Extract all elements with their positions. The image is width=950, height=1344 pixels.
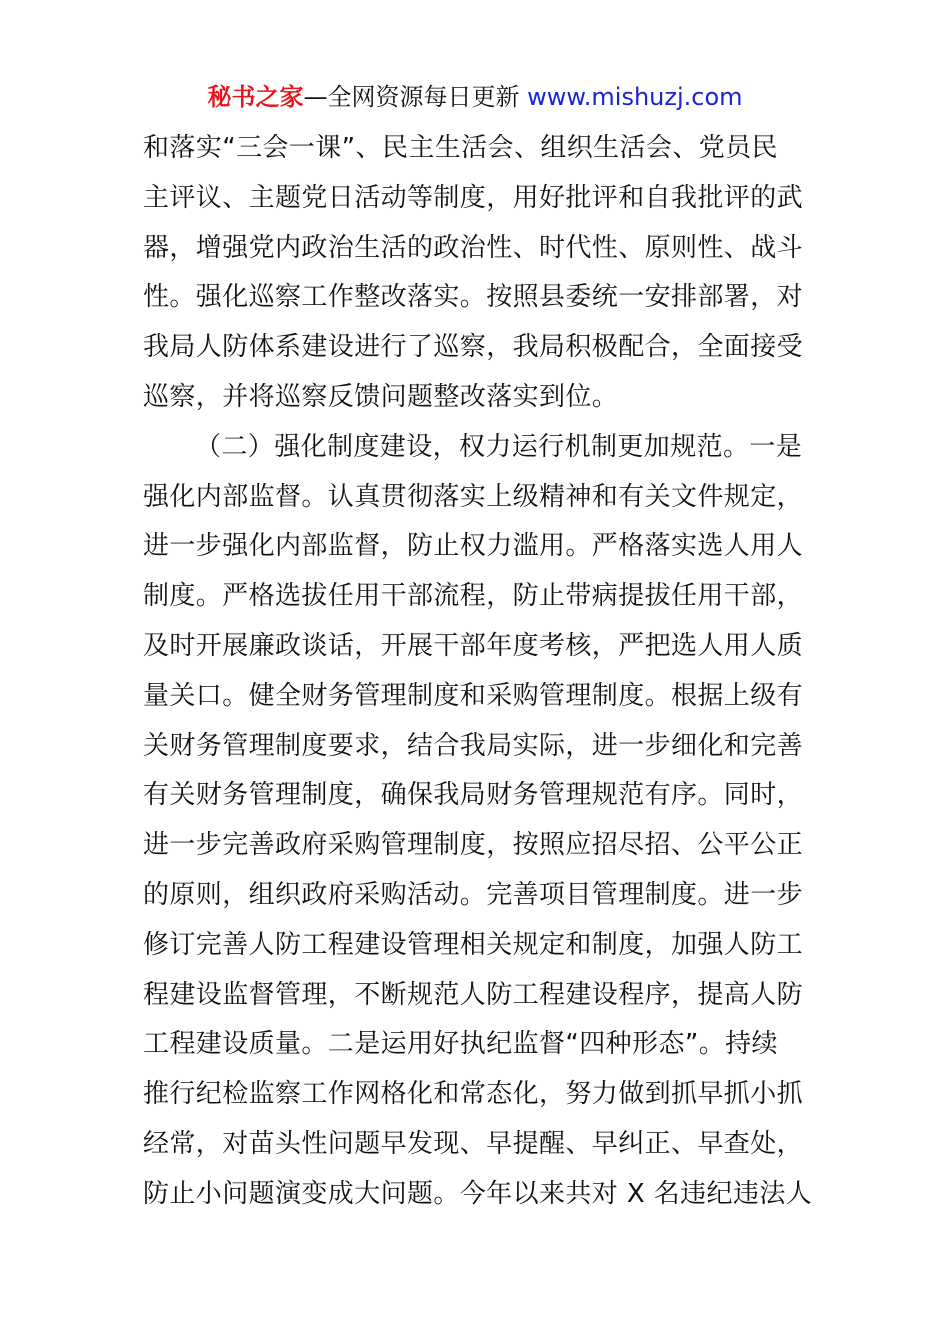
- brand-name: 秘书之家: [207, 83, 304, 111]
- paragraph-start-line: （二）强化制度建设，权力运行机制更加规范。一是: [195, 431, 803, 462]
- text-line: 进一步强化内部监督，防止权力滥用。严格落实选人用人: [143, 531, 804, 562]
- text-line: 关财务管理制度要求，结合我局实际，进一步细化和完善: [143, 730, 804, 761]
- text-line: 防止小问题演变成大问题。今年以来共对 X 名违纪违法人: [143, 1178, 813, 1209]
- text-line: 器，增强党内政治生活的政治性、时代性、原则性、战斗: [143, 232, 804, 263]
- header-slogan: —全网资源每日更新: [303, 83, 528, 111]
- text-line: 性。强化巡察工作整改落实。按照县委统一安排部署，对: [143, 282, 804, 313]
- text-line: 主评议、主题党日活动等制度，用好批评和自我批评的武: [143, 182, 804, 213]
- text-line: 及时开展廉政谈话，开展干部年度考核，严把选人用人质: [143, 630, 804, 661]
- text-line: 经常，对苗头性问题早发现、早提醒、早纠正、早查处，: [143, 1128, 804, 1159]
- text-line: 进一步完善政府采购管理制度，按照应招尽招、公平公正: [143, 830, 804, 861]
- text-line: 修订完善人防工程建设管理相关规定和制度，加强人防工: [143, 929, 804, 960]
- text-line: 巡察，并将巡察反馈问题整改落实到位。: [143, 381, 619, 412]
- text-line: 程建设监督管理，不断规范人防工程建设程序，提高人防: [143, 979, 804, 1010]
- text-line: 工程建设质量。二是运用好执纪监督“四种形态”。持续: [143, 1029, 778, 1060]
- text-line: 制度。严格选拔任用干部流程，防止带病提拔任用干部，: [143, 581, 804, 612]
- site-url-link[interactable]: www.mishuzj.com: [527, 83, 743, 111]
- document-body: [143, 124, 813, 1220]
- text-line: 我局人防体系建设进行了巡察，我局积极配合，全面接受: [143, 332, 804, 363]
- page-header: [0, 80, 950, 114]
- text-line: 的原则，组织政府采购活动。完善项目管理制度。进一步: [143, 879, 804, 910]
- text-line: 推行纪检监察工作网格化和常态化，努力做到抓早抓小抓: [143, 1079, 804, 1110]
- text-line: 和落实“三会一课”、民主生活会、组织生活会、党员民: [143, 133, 778, 163]
- text-line: 强化内部监督。认真贯彻落实上级精神和有关文件规定，: [143, 481, 804, 512]
- text-line: 有关财务管理制度，确保我局财务管理规范有序。同时，: [143, 780, 804, 811]
- text-line: 量关口。健全财务管理制度和采购管理制度。根据上级有: [143, 680, 804, 711]
